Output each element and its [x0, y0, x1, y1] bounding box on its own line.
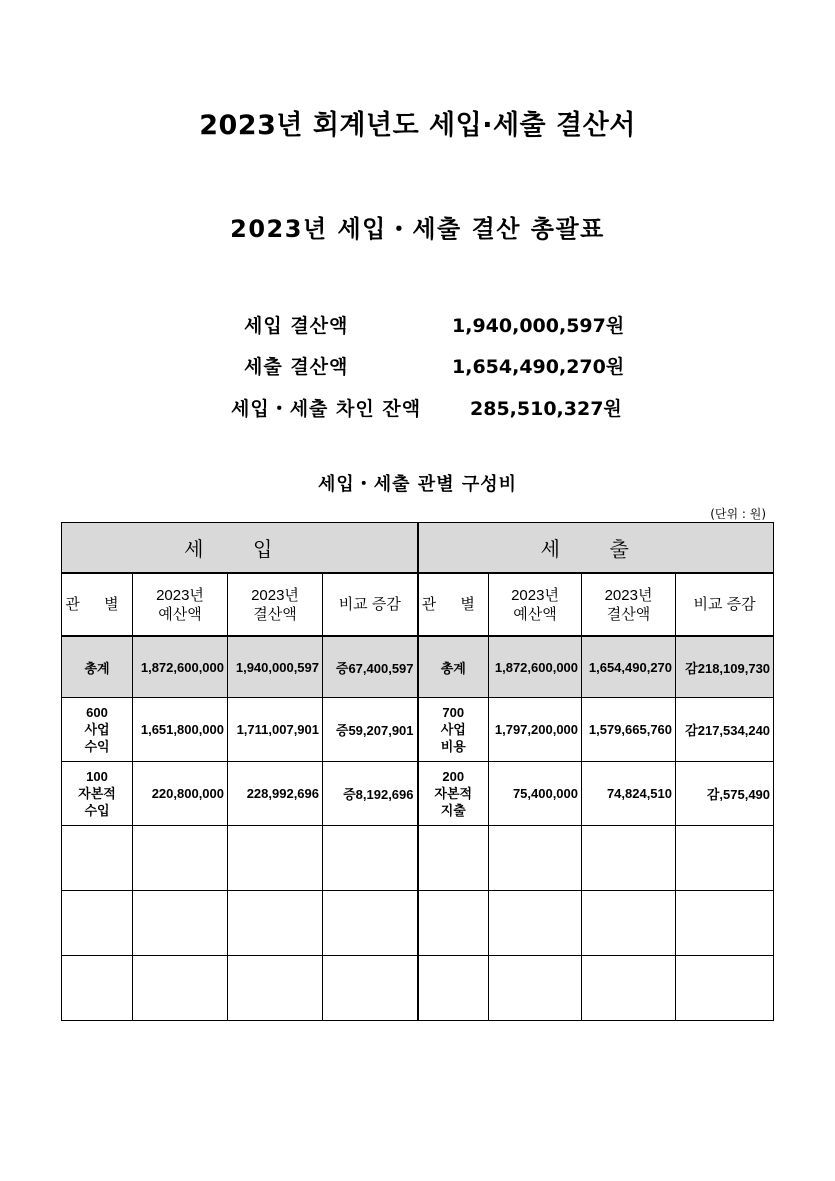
column-header-row [62, 573, 774, 636]
revenue-total-diff: 증67,400,597 [323, 636, 418, 698]
header-line: 2023년 [156, 586, 204, 604]
expenditure-settlement: 1,579,665,760 [582, 698, 676, 762]
revenue-total-settlement: 1,940,000,597 [228, 636, 323, 698]
expenditure-total-diff: 감218,109,730 [676, 636, 774, 698]
empty-cell [418, 891, 489, 956]
revenue-diff: 증8,192,696 [323, 762, 418, 826]
expenditure-settlement-header [582, 573, 676, 636]
empty-cell [62, 891, 133, 956]
composition-title: 세입・세출 관별 구성비 [317, 474, 518, 495]
empty-cell [62, 826, 133, 891]
expenditure-total-settlement: 1,654,490,270 [582, 636, 676, 698]
expenditure-comparison-header: 비교 증감 [676, 573, 774, 636]
header-line: 2023년 [511, 586, 559, 604]
header-line: 2023년 [604, 586, 653, 604]
revenue-total-label: 세입 결산액 [244, 315, 349, 337]
empty-cell [676, 891, 774, 956]
revenue-category [62, 762, 133, 826]
empty-cell [489, 891, 582, 956]
expenditure-category [418, 698, 489, 762]
empty-cell [133, 826, 228, 891]
table-row [62, 762, 774, 826]
category-name: 비용 [440, 739, 466, 754]
category-code: 200 [442, 769, 465, 784]
empty-cell [323, 891, 418, 956]
expenditure-header: 세 출 [418, 523, 774, 574]
unit-label: (단위 : 원) [710, 507, 766, 521]
empty-cell [582, 891, 676, 956]
total-row [62, 636, 774, 698]
category-code: 100 [86, 769, 108, 784]
revenue-total-name: 총계 [62, 636, 133, 698]
revenue-diff: 증59,207,901 [323, 698, 418, 762]
empty-cell [323, 956, 418, 1021]
document-title: 2023년 회계년도 세입·세출 결산서 [199, 110, 636, 141]
header-line: 결산액 [253, 605, 297, 623]
revenue-settlement: 1,711,007,901 [228, 698, 323, 762]
empty-row [62, 956, 774, 1021]
category-name: 수익 [84, 739, 110, 754]
expenditure-category-header: 관 별 [418, 573, 489, 636]
category-code: 600 [86, 705, 108, 720]
summary-title: 2023년 세입・세출 결산 총괄표 [230, 215, 605, 243]
expenditure-total-budget: 1,872,600,000 [489, 636, 582, 698]
empty-cell [228, 891, 323, 956]
revenue-budget-header [133, 573, 228, 636]
header-line: 2023년 [251, 586, 299, 604]
revenue-comparison-header: 비교 증감 [323, 573, 418, 636]
expenditure-total-name: 총계 [418, 636, 489, 698]
header-line: 예산액 [158, 605, 202, 623]
category-name: 사업 [440, 722, 466, 737]
balance-label: 세입・세출 차인 잔액 [231, 398, 422, 420]
empty-cell [62, 956, 133, 1021]
expenditure-budget: 1,797,200,000 [489, 698, 582, 762]
table-row [62, 698, 774, 762]
empty-cell [228, 956, 323, 1021]
empty-cell [133, 891, 228, 956]
balance-value: 285,510,327원 [470, 398, 622, 420]
revenue-total-value: 1,940,000,597원 [452, 315, 625, 337]
empty-cell [133, 956, 228, 1021]
category-name: 사업 [84, 722, 110, 737]
expenditure-budget-header [489, 573, 582, 636]
expenditure-budget: 75,400,000 [489, 762, 582, 826]
expenditure-category [418, 762, 489, 826]
expenditure-diff: 감217,534,240 [676, 698, 774, 762]
expenditure-total-value: 1,654,490,270원 [452, 356, 625, 378]
revenue-category-header: 관 별 [62, 573, 133, 636]
expenditure-diff: 감,575,490 [676, 762, 774, 826]
revenue-settlement: 228,992,696 [228, 762, 323, 826]
empty-cell [418, 826, 489, 891]
empty-cell [582, 956, 676, 1021]
revenue-category [62, 698, 133, 762]
empty-cell [228, 826, 323, 891]
expenditure-settlement: 74,824,510 [582, 762, 676, 826]
empty-cell [489, 826, 582, 891]
empty-cell [676, 826, 774, 891]
empty-row [62, 891, 774, 956]
category-name: 자본적 [434, 786, 473, 801]
empty-row [62, 826, 774, 891]
composition-table [61, 522, 774, 1021]
expenditure-total-label: 세출 결산액 [244, 356, 349, 378]
revenue-header: 세 입 [62, 523, 418, 574]
revenue-budget: 1,651,800,000 [133, 698, 228, 762]
empty-cell [489, 956, 582, 1021]
header-line: 예산액 [513, 605, 557, 623]
revenue-budget: 220,800,000 [133, 762, 228, 826]
empty-cell [582, 826, 676, 891]
category-name: 자본적 [78, 786, 116, 801]
empty-cell [418, 956, 489, 1021]
header-line: 결산액 [606, 605, 651, 623]
revenue-total-budget: 1,872,600,000 [133, 636, 228, 698]
empty-cell [323, 826, 418, 891]
category-name: 지출 [440, 803, 466, 818]
category-code: 700 [442, 705, 465, 720]
revenue-settlement-header [228, 573, 323, 636]
empty-cell [676, 956, 774, 1021]
category-name: 수입 [84, 803, 110, 818]
